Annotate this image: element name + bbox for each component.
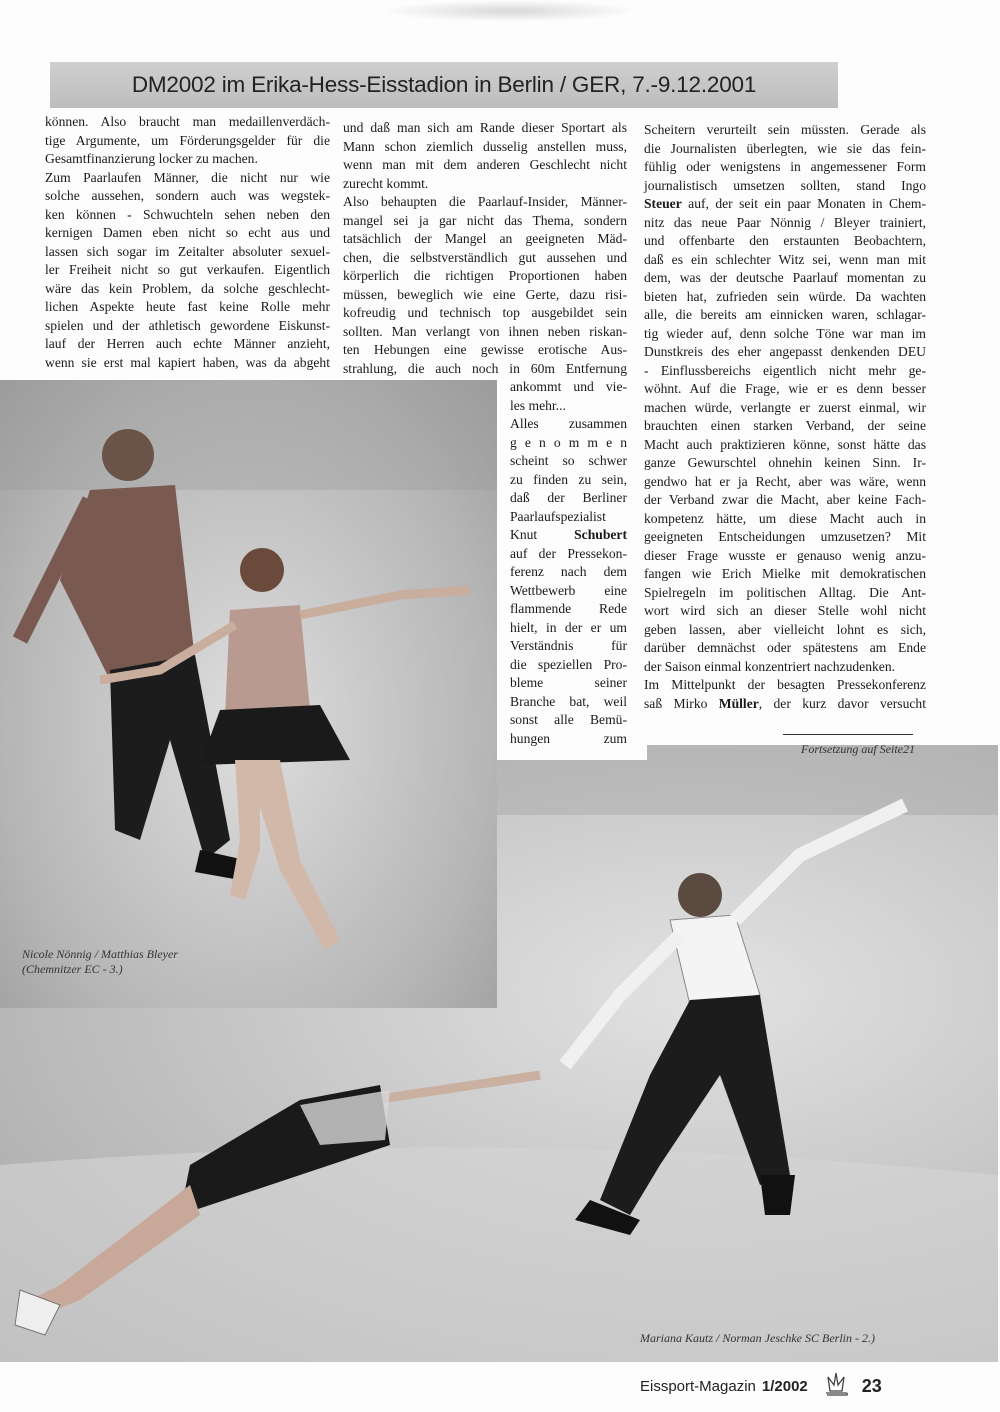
text-segment: chen, die selbstverständlich gut aussehen und (343, 249, 627, 265)
article-title: DM2002 im Erika-Hess-Eisstadion in Berlin / GER, 7.-9.12.2001 (131, 72, 757, 97)
text-segment: der Saison einmal konzentriert nachzudenken. (644, 658, 896, 674)
text-line (644, 362, 926, 381)
text-segment: dem, was der deutsche Paarlauf momentan zu (644, 270, 926, 285)
text-segment: ferenz nach dem (510, 564, 627, 579)
text-segment: machen würde, verlangte er zuerst einmal, wir (644, 399, 926, 415)
text-line (45, 243, 330, 262)
text-line (644, 306, 926, 325)
text-line (343, 193, 627, 212)
page-number: 23 (861, 1375, 882, 1396)
text-line (343, 341, 627, 360)
text-segment: Branche bat, weil (510, 693, 627, 709)
text-line (510, 434, 627, 453)
text-line (343, 267, 627, 286)
text-segment: Also behaupten die Paarlauf-Insider, Männer- (343, 194, 627, 209)
text-segment: darüber demnächst oder spätestens am Ende (644, 640, 926, 655)
text-line (644, 658, 926, 677)
text-line (45, 280, 330, 299)
text-segment: strahlung, die auch noch in 60m Entfernung (343, 360, 627, 376)
text-line (45, 261, 330, 280)
text-line (644, 639, 926, 658)
text-segment: Macht auch praktizieren könne, sonst hätte das (644, 436, 926, 452)
text-line (510, 471, 627, 490)
page-footer (640, 1374, 882, 1398)
article-header-bar (50, 62, 838, 108)
text-segment: körperlich die richtigen Proportionen haben (343, 268, 627, 283)
text-line (644, 491, 926, 510)
text-segment: Gesamtfinanzierung locker zu machen. (45, 151, 258, 166)
text-line (343, 286, 627, 305)
text-line (45, 298, 330, 317)
text-segment: Zum Paarlaufen Männer, die nicht nur wie (45, 169, 330, 185)
text-segment: zurecht kommt. (343, 175, 429, 191)
text-segment: Im Mittelpunkt der besagten Pressekonferenz (644, 677, 926, 692)
photo-caption (22, 947, 178, 977)
text-line (343, 230, 627, 249)
text-line (644, 565, 926, 584)
text-line (644, 232, 926, 251)
text-line (644, 510, 926, 529)
text-segment: solche aussehen, sondern auch was wegstek- (45, 188, 330, 203)
text-segment: wenn sie erst mal kapiert haben, was da abgeht (45, 354, 330, 370)
text-line (343, 138, 627, 157)
text-line (644, 158, 926, 177)
text-line (644, 177, 926, 196)
text-segment: Mann schon ziemlich dusselig anstellen muss, (343, 138, 627, 154)
issue-number: 1/2002 (761, 1377, 808, 1395)
text-line (510, 397, 627, 416)
text-segment: wort wird sich an dieser Stelle wohl nicht (644, 603, 926, 618)
continuation-note: Fortsetzung auf Seite21 (801, 742, 915, 756)
text-line (644, 399, 926, 418)
text-line (644, 547, 926, 566)
text-line (644, 528, 926, 547)
text-line (510, 730, 627, 749)
text-segment: daß der Berliner (510, 490, 627, 505)
text-segment: geben lassen, aber vielleicht lohnt es sich, (644, 621, 926, 637)
text-segment: - Einflussbereichs eigentlich nicht mehr ge- (644, 362, 926, 378)
continuation-rule (783, 734, 913, 735)
text-segment: auf der Pressekon- (510, 545, 627, 561)
text-line (343, 156, 627, 175)
text-segment: geeigneten Entscheidungen umzusetzen? Mit (644, 529, 926, 544)
text-segment: lichen Aspekte heute fast keine Rolle mehr (45, 299, 330, 314)
text-line (644, 195, 926, 214)
text-segment: die speziellen Pro- (510, 656, 627, 672)
text-segment: sonst alle Bemü- (510, 712, 627, 727)
text-segment: bieten hat, zufrieden sein würde. Da wachten (644, 288, 926, 304)
text-line (644, 380, 926, 399)
text-line (45, 317, 330, 336)
text-line (510, 563, 627, 582)
text-segment: tig wieder auf, denn solche Töne war man im (644, 325, 926, 341)
text-line (644, 454, 926, 473)
text-segment: Verständnis für (510, 638, 627, 653)
text-segment: spielen und der athletisch gewordene Eiskunst- (45, 317, 330, 333)
text-segment: tige Argumente, um Förderungsgelder für die (45, 132, 330, 148)
magazine-name: Eissport-Magazin (640, 1377, 756, 1395)
scan-artifact (380, 0, 640, 22)
text-line (45, 150, 330, 169)
text-segment: wäre das kein Problem, da solche geschlecht- (45, 280, 330, 296)
text-segment: Knut (510, 527, 575, 542)
text-line (510, 674, 627, 693)
text-segment: Dunstkreis des eher angepasst denkenden DEU (644, 344, 926, 359)
text-line (510, 637, 627, 656)
text-line (343, 212, 627, 231)
text-line (45, 187, 330, 206)
text-segment: lauf der Herren auch echte Männer anzieht, (45, 336, 330, 351)
text-segment: les mehr... (510, 397, 566, 413)
text-line (644, 269, 926, 288)
text-segment: flammende Rede (510, 601, 627, 616)
text-segment: Spielregeln im politischen Alltag. Die Ant- (644, 584, 926, 600)
text-segment: , der kurz davor versucht (758, 695, 926, 711)
text-segment: mangel sei ja gar nicht das Thema, sondern (343, 212, 627, 228)
text-segment: ten Hebungen eine gewisse erotische Aus- (343, 342, 627, 357)
text-segment: Alles zusammen (510, 416, 627, 431)
text-segment: alle, die bereits am einnicken waren, schlagar- (644, 307, 926, 322)
text-line (644, 214, 926, 233)
text-segment: kofreudig und technisch top ausgebildet sein (343, 305, 627, 320)
text-segment: gendwo hat er ja Recht, aber was wäre, wenn (644, 473, 926, 489)
text-line (644, 621, 926, 640)
text-segment: kompetenz hätte, um diese Macht auch in (644, 510, 926, 526)
skate-wings-logo-icon (822, 1371, 850, 1401)
text-segment: Scheitern verurteilt sein müssten. Gerade als (644, 122, 926, 137)
text-column-3 (644, 121, 926, 713)
text-line (343, 249, 627, 268)
text-segment: fühlig oder wenigstens in angemessener Form (644, 159, 926, 174)
text-segment: saß Mirko (644, 695, 719, 711)
text-line (644, 602, 926, 621)
text-segment: ken können - Schwuchteln sehen neben den (45, 206, 330, 222)
text-segment: sollten. Man verlangt von ihnen neben riskan- (343, 323, 627, 339)
text-segment: ganze Gewurschtel ohnehin keinen Sinn. Ir- (644, 455, 926, 470)
text-segment: wöhnt. Auf die Frage, wie er es denn besser (644, 381, 926, 396)
text-segment: und offenbarte den erstaunten Beobachtern, (644, 233, 926, 248)
text-segment: können. Also braucht man medaillenverdäch- (45, 114, 330, 129)
text-segment: brauchten einen starken Verband, der seine (644, 418, 926, 433)
text-column-2 (343, 119, 627, 378)
text-line (45, 132, 330, 151)
text-column-1 (45, 113, 330, 372)
text-line (45, 206, 330, 225)
text-segment: kernigen Damen eben nicht so echt aus und (45, 225, 330, 240)
photo-caption-club: (Chemnitzer EC - 3.) (22, 962, 123, 976)
text-line (644, 121, 926, 140)
text-segment: müssen, beweglich wie eine Gerte, dazu risi- (343, 286, 627, 302)
text-line (343, 323, 627, 342)
text-segment: dieser Frage wusste er genauso wenig anzu- (644, 547, 926, 563)
text-line (510, 378, 627, 397)
photo-caption: Mariana Kautz / Norman Jeschke SC Berlin - 2.) (640, 1331, 875, 1345)
text-line (510, 489, 627, 508)
text-segment: daß es ein schlechter Witz sei, wenn man mit (644, 251, 926, 267)
text-line (510, 415, 627, 434)
text-line (343, 119, 627, 138)
text-segment: hielt, in der er um (510, 619, 627, 635)
text-line (45, 169, 330, 188)
bold-name: Steuer (644, 196, 682, 211)
text-segment: fangen wie Erich Mielke mit demokratischen (644, 566, 926, 581)
text-line (45, 335, 330, 354)
text-line (510, 545, 627, 564)
text-line (644, 417, 926, 436)
text-line (510, 656, 627, 675)
text-segment: scheint so schwer (510, 453, 627, 468)
text-line (45, 224, 330, 243)
text-line (343, 175, 627, 194)
text-segment: Paarlaufspezialist (510, 508, 606, 524)
bold-name: Schubert (574, 527, 627, 542)
text-line (644, 343, 926, 362)
text-line (45, 354, 330, 373)
text-segment: ankommt und vie- (510, 379, 627, 394)
text-line (343, 304, 627, 323)
text-line (644, 288, 926, 307)
text-line (510, 711, 627, 730)
skaters-illustration (0, 380, 497, 1008)
text-segment: wenn man mit dem anderen Geschlecht nicht (343, 157, 627, 172)
text-segment: zu finden zu sein, (510, 471, 627, 487)
photo-noennig-bleyer (0, 380, 497, 1008)
text-segment: die Journalisten überlegten, wie sie das fein- (644, 140, 926, 156)
text-line (644, 251, 926, 270)
text-line (343, 360, 627, 379)
text-segment: lassen sich sogar im Zeitalter absoluter sexuel- (45, 243, 330, 259)
text-line (510, 452, 627, 471)
text-line (644, 584, 926, 603)
text-line (510, 582, 627, 601)
text-segment: und daß man sich am Rande dieser Sportart als (343, 120, 627, 135)
text-line (510, 508, 627, 527)
text-segment: hungen zum (510, 730, 627, 746)
text-segment: der Verband zwar die Macht, aber keine Fach- (644, 492, 926, 507)
bold-name: Müller (718, 695, 759, 711)
text-segment: tatsächlich der Mangel an geeigneten Mäd- (343, 231, 627, 246)
text-line (510, 600, 627, 619)
text-segment: auf, der seit ein paar Monaten in Chem- (681, 196, 926, 211)
text-line (644, 436, 926, 455)
text-line (644, 140, 926, 159)
text-line (644, 473, 926, 492)
text-segment: bleme seiner (510, 675, 627, 690)
text-column-2-narrow (510, 378, 627, 748)
text-line (644, 695, 926, 714)
text-segment: journalistisch umsetzen sollten, stand Ingo (644, 177, 926, 193)
text-line (644, 325, 926, 344)
text-line (510, 619, 627, 638)
text-segment: nitz das neue Paar Nönnig / Bleyer trainiert, (644, 214, 926, 230)
text-segment: Wettbewerb eine (510, 582, 627, 598)
text-segment: ler Freiheit nicht so gut verkaufen. Eigentlich (45, 262, 330, 277)
text-segment: g e n o m m e n (510, 434, 627, 450)
text-line (45, 113, 330, 132)
photo-caption-names: Nicole Nönnig / Matthias Bleyer (22, 947, 178, 961)
text-line (644, 676, 926, 695)
text-line (510, 526, 627, 545)
text-line (510, 693, 627, 712)
